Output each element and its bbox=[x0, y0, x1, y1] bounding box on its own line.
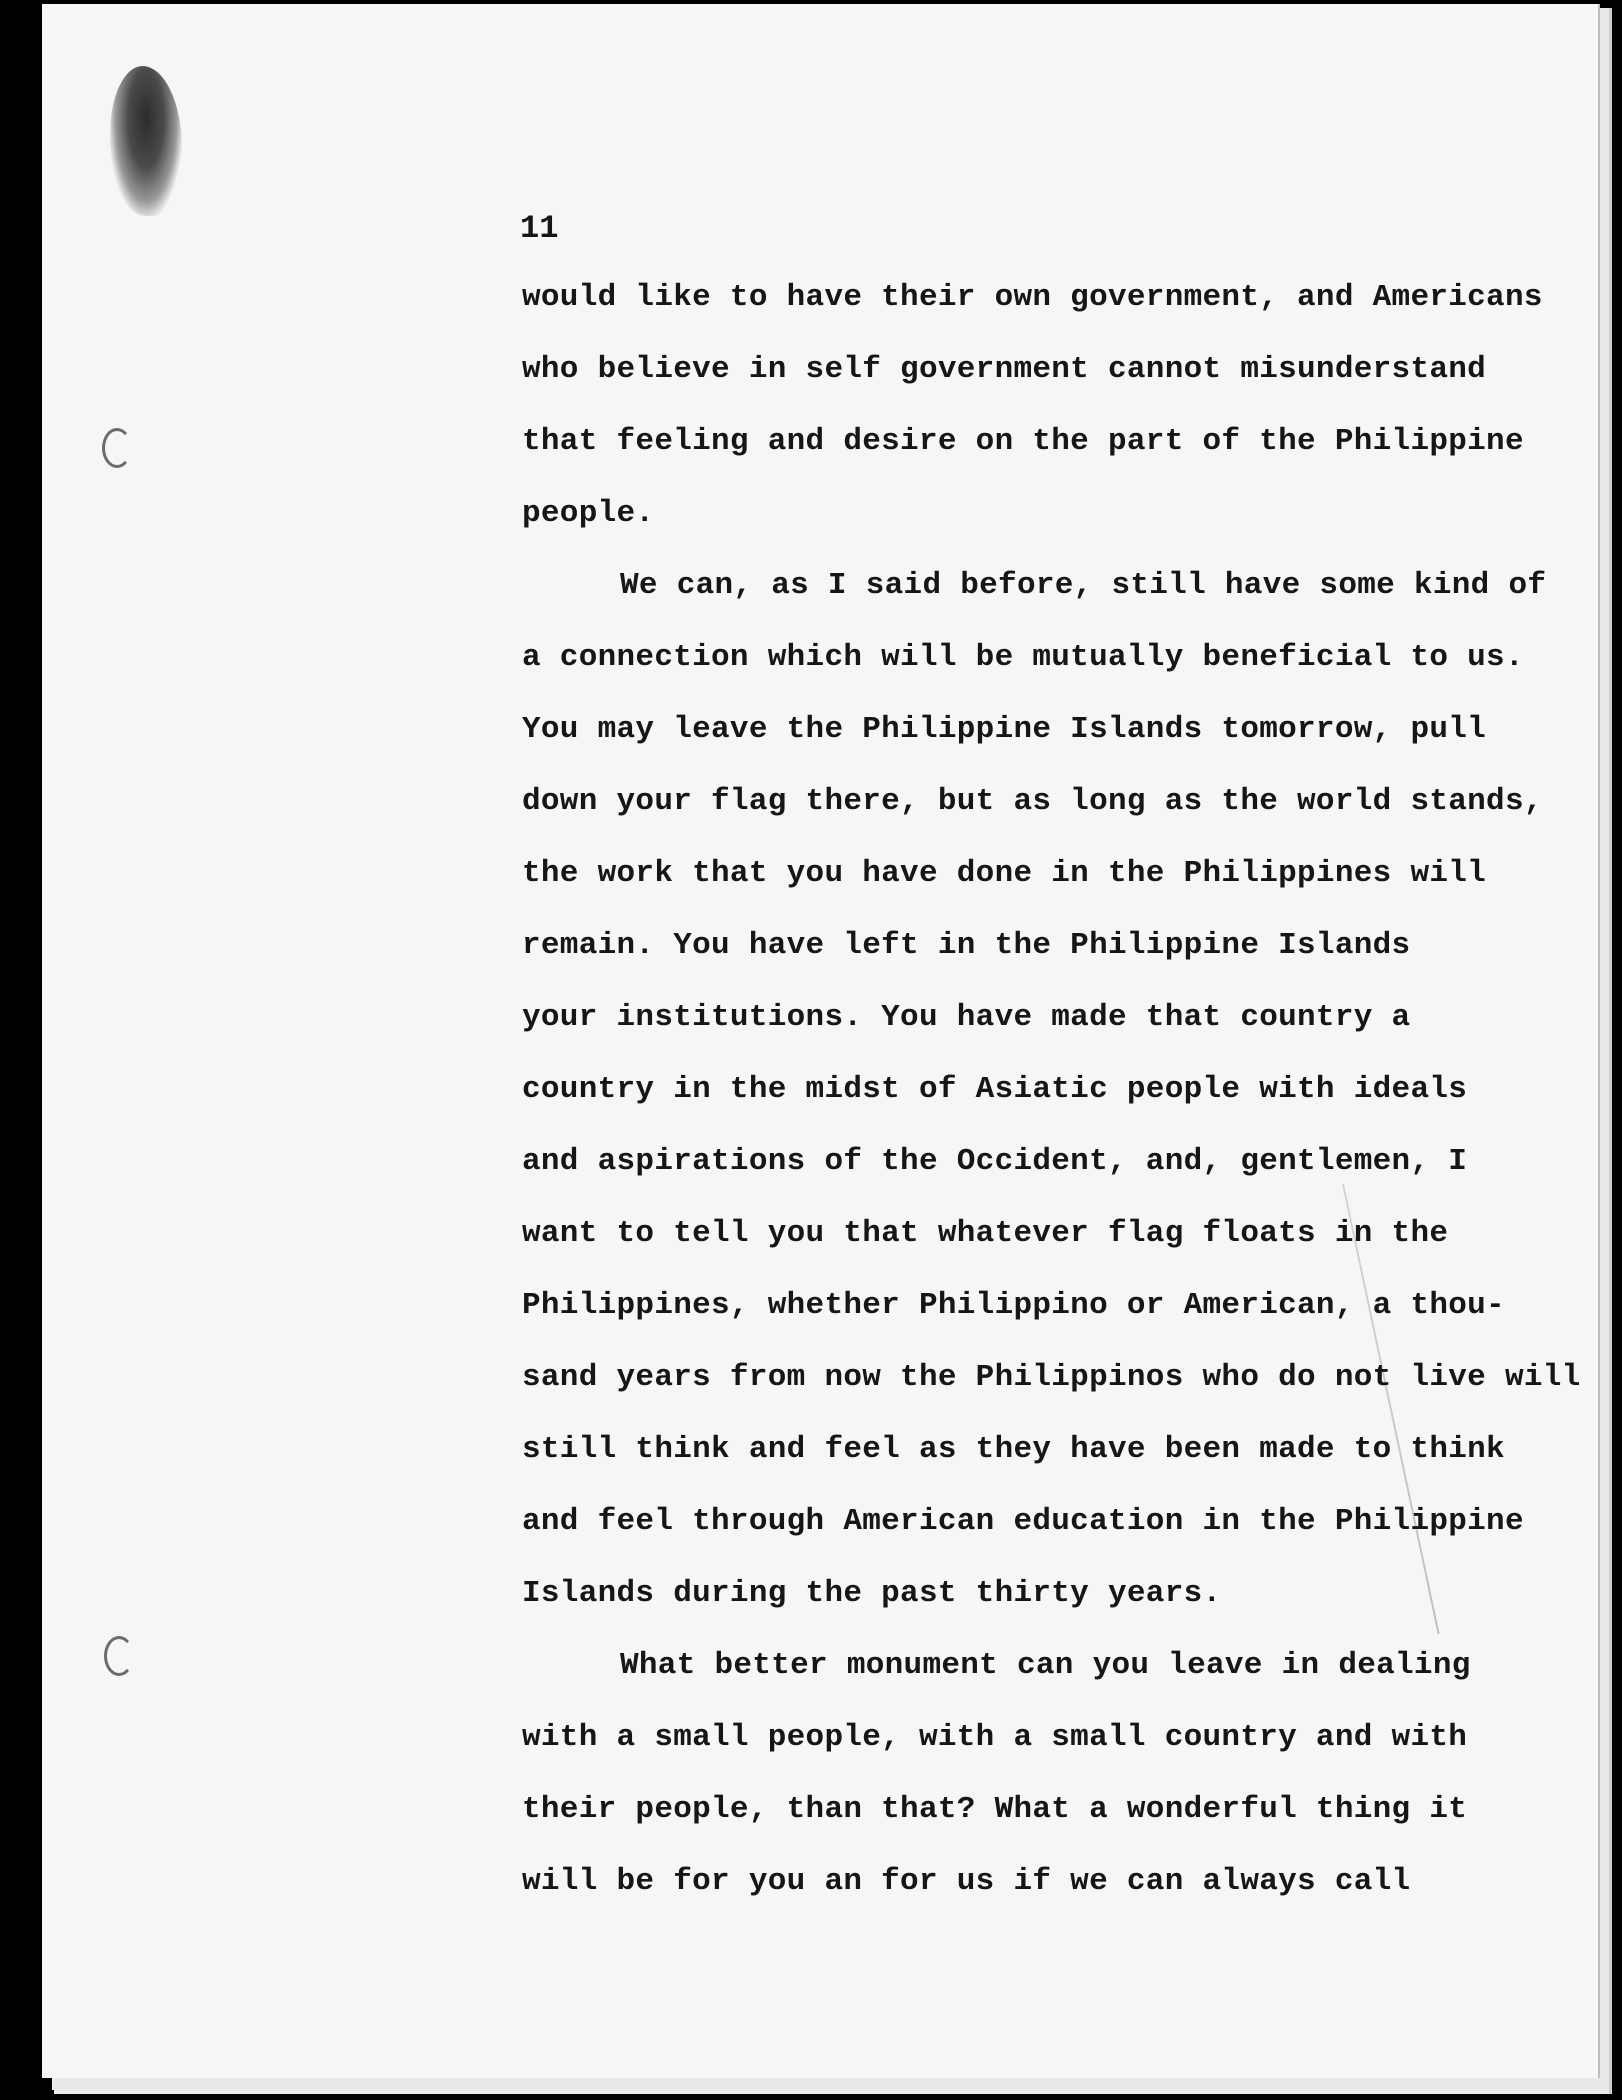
text-line: down your flag there, but as long as the world stands, bbox=[522, 784, 1543, 819]
text-line: You may leave the Philippine Islands tomorrow, pull bbox=[522, 712, 1487, 747]
text-line: Islands during the past thirty years. bbox=[522, 1576, 1222, 1611]
punch-hole-top bbox=[102, 428, 132, 468]
text-line: the work that you have done in the Philippines will bbox=[522, 856, 1487, 891]
text-line: people. bbox=[522, 496, 655, 531]
text-line: with a small people, with a small country and with bbox=[522, 1720, 1468, 1755]
text-line: and feel through American education in the Philippine bbox=[522, 1504, 1524, 1539]
document-page bbox=[42, 4, 1598, 2078]
page-number: 11 bbox=[520, 210, 559, 247]
text-line: What better monument can you leave in dealing bbox=[620, 1648, 1471, 1683]
text-line: country in the midst of Asiatic people with ideals bbox=[522, 1072, 1468, 1107]
text-line: their people, than that? What a wonderful thing it bbox=[522, 1792, 1468, 1827]
fold-crease bbox=[1342, 1184, 1440, 1634]
text-line: Philippines, whether Philippino or American, a thou- bbox=[522, 1288, 1505, 1323]
ink-blot bbox=[110, 66, 182, 216]
text-line: want to tell you that whatever flag floats in the bbox=[522, 1216, 1449, 1251]
text-line: will be for you an for us if we can always call bbox=[522, 1864, 1411, 1899]
text-line: that feeling and desire on the part of the Philippine bbox=[522, 424, 1524, 459]
text-line: remain. You have left in the Philippine Islands bbox=[522, 928, 1411, 963]
text-line: would like to have their own government, and Americans bbox=[522, 280, 1543, 315]
text-line: your institutions. You have made that country a bbox=[522, 1000, 1411, 1035]
text-line: who believe in self government cannot misunderstand bbox=[522, 352, 1487, 387]
text-line: and aspirations of the Occident, and, gentlemen, I bbox=[522, 1144, 1468, 1179]
text-line: still think and feel as they have been made to think bbox=[522, 1432, 1505, 1467]
text-line: sand years from now the Philippinos who do not live will bbox=[522, 1360, 1581, 1395]
text-line: We can, as I said before, still have some kind of bbox=[620, 568, 1547, 603]
punch-hole-bottom bbox=[104, 1636, 134, 1676]
text-line: a connection which will be mutually beneficial to us. bbox=[522, 640, 1524, 675]
